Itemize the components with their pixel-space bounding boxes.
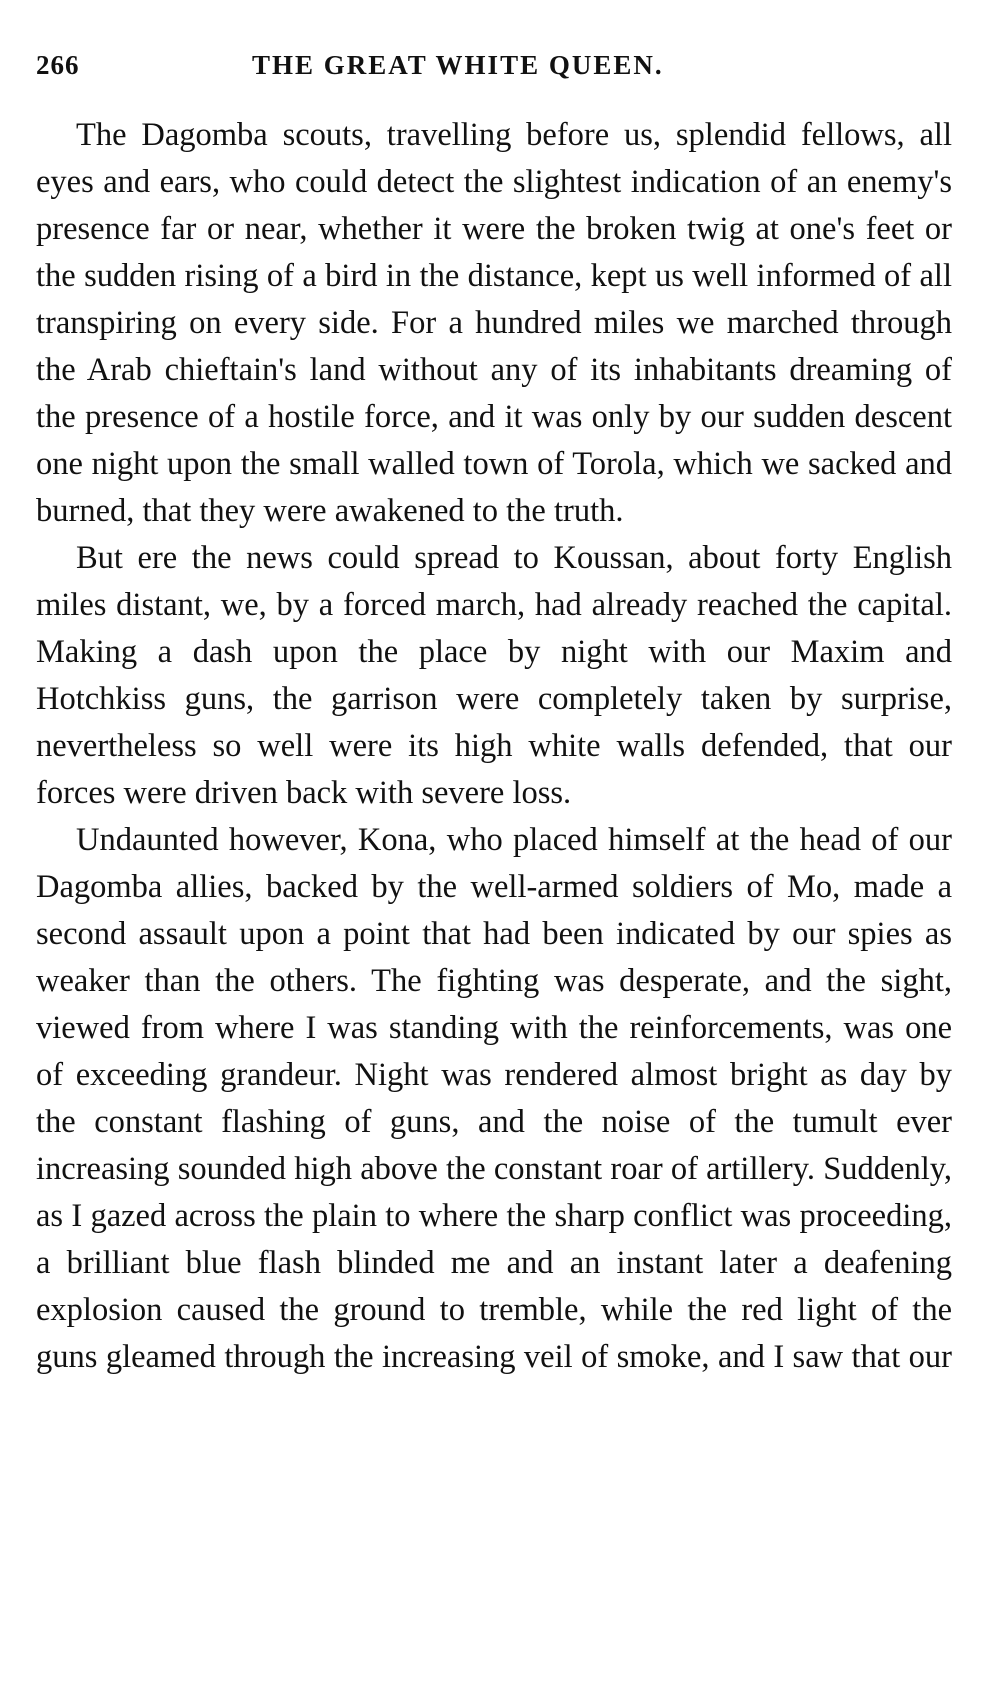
paragraph-3: Undaunted however, Kona, who placed himself at the head of our Dagomba allies, backed by the well-armed soldiers of Mo, made a second assault upon a point that had been indicated by our spies as weaker than the others. The fighting was desperate, and the sight, viewed from where I was standing with the reinforcements, was one of exceeding grandeur. Night was rendered almost bright as day by the constant flashing of guns, and the noise of the tumult ever increasing sounded high above the constant roar of artillery. Suddenly, as I gazed across the plain to where the sharp conflict was proceeding, a brilliant blue flash blinded me and an instant later a deafening explosion caused the ground to tremble, while the red light of the guns gleamed through the increasing veil of smoke, and I saw that our — [36, 822, 952, 1375]
running-title: THE GREAT WHITE QUEEN. — [252, 50, 664, 80]
running-head — [36, 50, 746, 86]
body-text — [36, 112, 952, 1381]
paragraph-2: But ere the news could spread to Koussan, about forty English miles distant, we, by a forced march, had already reached the capital. Making a dash upon the place by night with our Maxim and Hotchkiss guns, the garrison were completely taken by surprise, nevertheless so well were its high white walls defended, that our forces were driven back with severe loss. — [36, 540, 952, 811]
page-number: 266 — [36, 50, 80, 80]
paragraph-1: The Dagomba scouts, travelling before us, splendid fellows, all eyes and ears, who could detect the slightest indication of an enemy's presence far or near, whether it were the broken twig at one's feet or the sudden rising of a bird in the distance, kept us well informed of all transpiring on every side. For a hundred miles we marched through the Arab chieftain's land without any of its inhabitants dreaming of the presence of a hostile force, and it was only by our sudden descent one night upon the small walled town of Torola, which we sacked and burned, that they were awakened to the truth. — [36, 117, 952, 529]
